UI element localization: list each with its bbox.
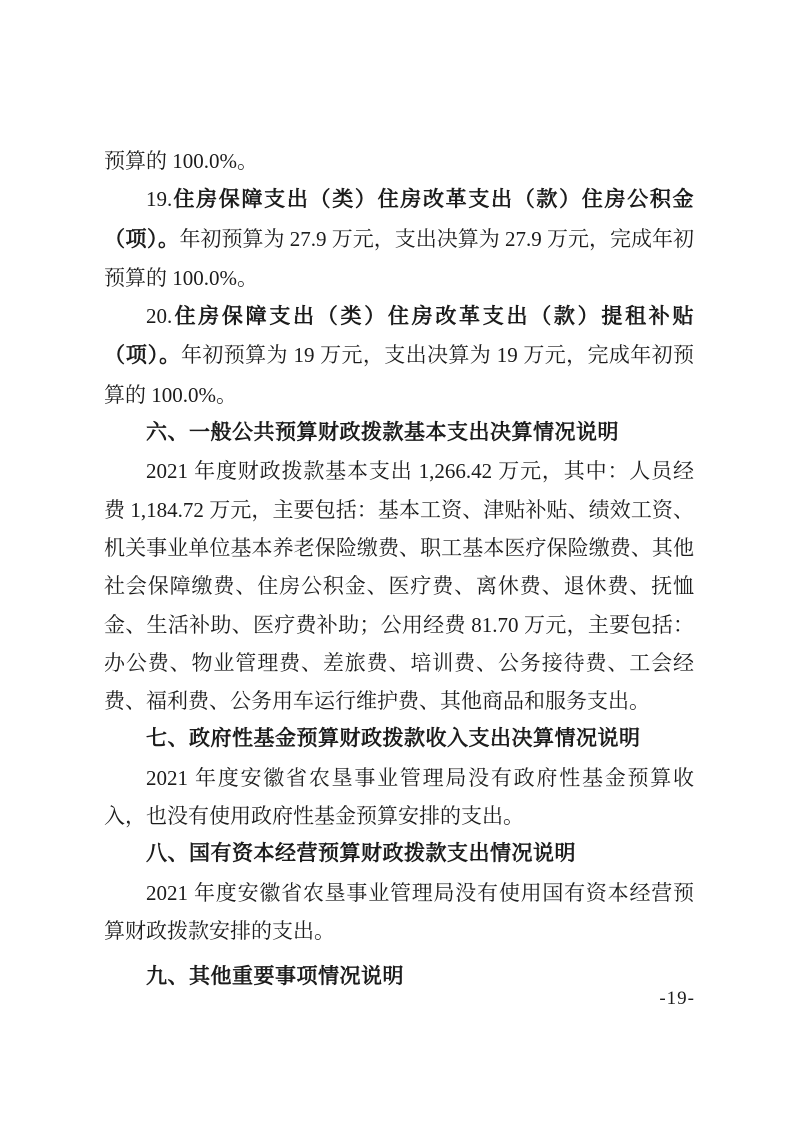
page-number: -19-	[659, 988, 695, 1009]
section-8-heading: 八、国有资本经营预算财政拨款支出情况说明	[146, 842, 576, 866]
paragraph-continuation: 预算的 100.0%。	[104, 149, 258, 173]
clause-19-body: 年初预算为 27.9 万元，支出决算为 27.9 万元，完成年初预算的 100.0%。	[104, 226, 694, 290]
section-6-body: 2021 年度财政拨款基本支出 1,266.42 万元，其中：人员经费 1,184.72 万元，主要包括：基本工资、津贴补贴、绩效工资、机关事业单位基本养老保险缴费、职工基本医疗保险缴费、其他社会保障缴费、住房公积金、医疗费、离休费、退休费、抚恤金、生活补助、医疗费补助；公用经费 81.70 万元，主要包括：办公费、物业管理费、差旅费、培训费、公务接待费、工会经费、福利费、公务用车运行维护费、其他商品和服务支出。	[104, 459, 694, 714]
section-9-heading: 九、其他重要事项情况说明	[146, 965, 404, 989]
clause-19-title: 住房保障支出（类）住房改革支出（款）住房公积金（项）。	[104, 188, 694, 251]
section-7-body: 2021 年度安徽省农垦事业管理局没有政府性基金预算收入，也没有使用政府性基金预算安排的支出。	[104, 765, 694, 829]
section-8-body: 2021 年度安徽省农垦事业管理局没有使用国有资本经营预算财政拨款安排的支出。	[104, 880, 694, 943]
clause-19-number: 19.	[146, 187, 173, 212]
clause-20-number: 20.	[146, 304, 173, 329]
clause-20-body: 年初预算为 19 万元，支出决算为 19 万元，完成年初预算的 100.0%。	[104, 343, 694, 407]
clause-20-title: 住房保障支出（类）住房改革支出（款）提租补贴（项）。	[104, 305, 694, 368]
clause-20	[104, 297, 694, 414]
clause-19	[104, 180, 694, 297]
section-6-heading: 六、一般公共预算财政拨款基本支出决算情况说明	[146, 421, 619, 445]
section-7-heading: 七、政府性基金预算财政拨款收入支出决算情况说明	[146, 727, 641, 751]
document-body	[104, 142, 694, 997]
